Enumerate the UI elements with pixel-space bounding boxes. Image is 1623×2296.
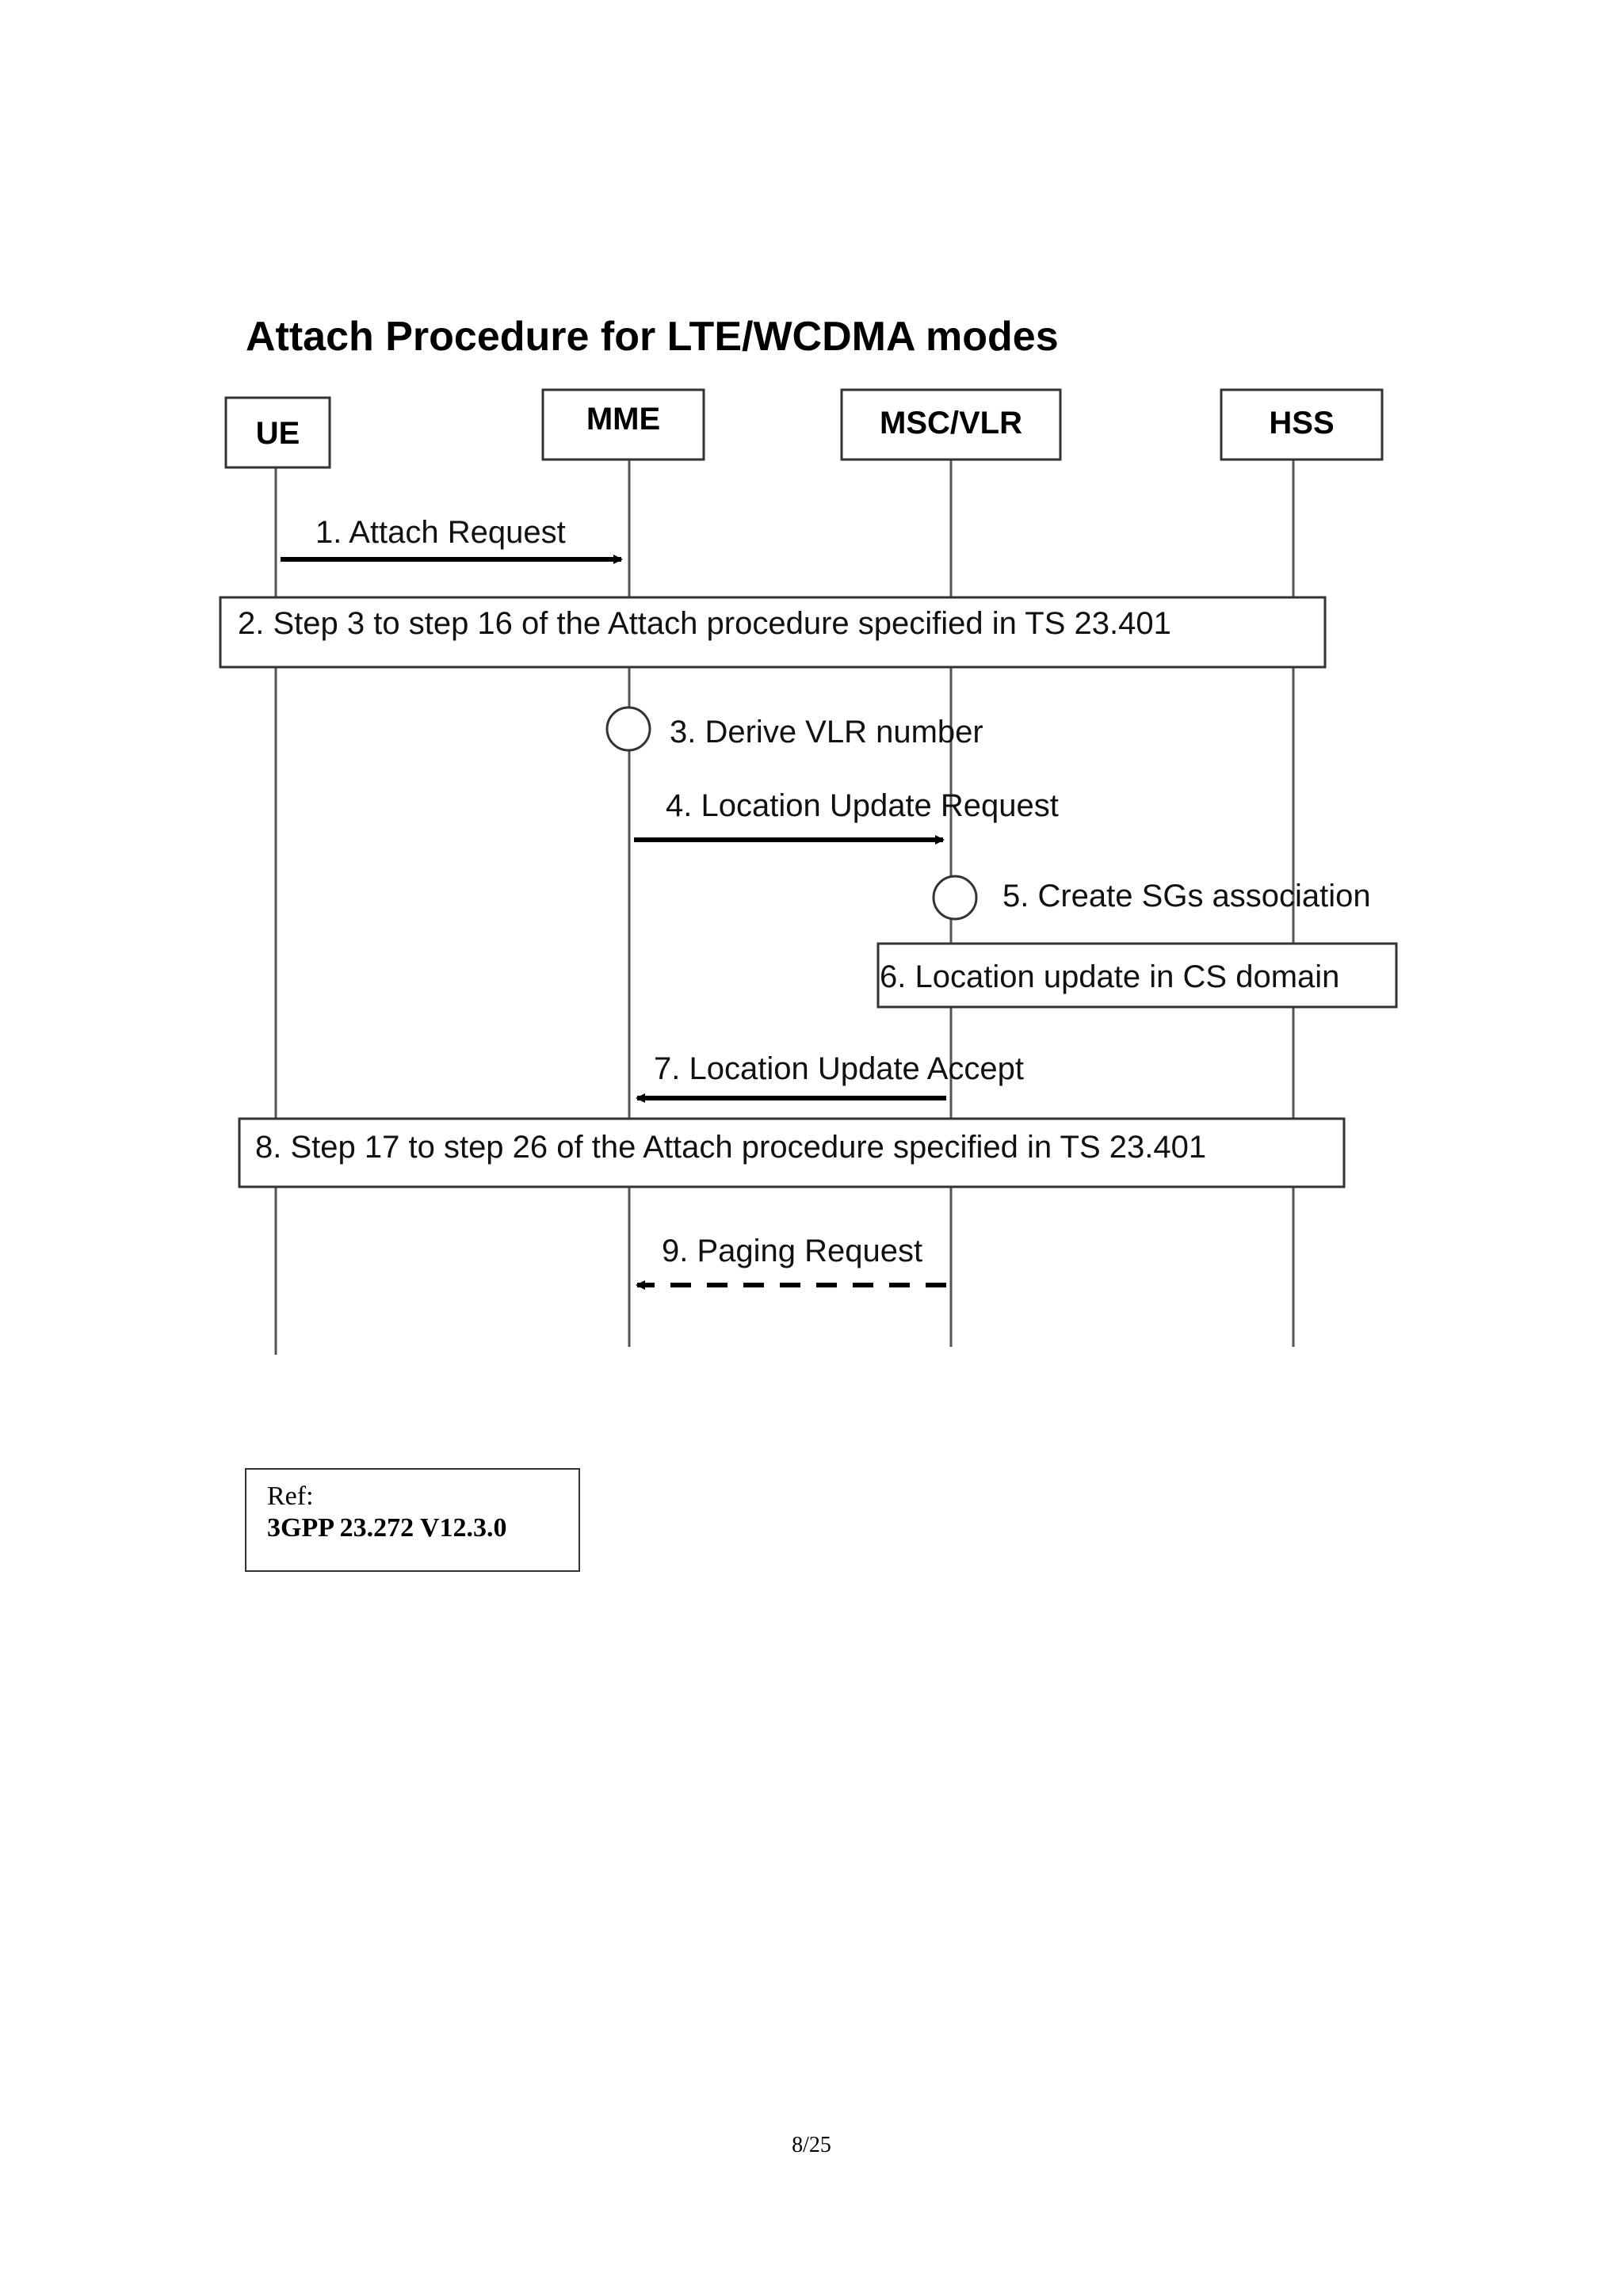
step-label-s3: 3. Derive VLR number xyxy=(670,715,983,749)
reference-box xyxy=(245,1468,580,1572)
reference-label: Ref: xyxy=(267,1482,314,1511)
entity-label-msc: MSC/VLR xyxy=(880,406,1022,441)
step-label-s8: 8. Step 17 to step 26 of the Attach procedure specified in TS 23.401 xyxy=(255,1130,1207,1165)
step-label-s5: 5. Create SGs association xyxy=(1002,879,1371,913)
entity-mme xyxy=(543,390,704,460)
diagram-title: Attach Procedure for LTE/WCDMA modes xyxy=(246,314,1059,360)
step-s9 xyxy=(637,1234,946,1285)
step-label-s4: 4. Location Update Request xyxy=(666,788,1059,823)
step-s7 xyxy=(637,1051,1024,1098)
step-label-s6: 6. Location update in CS domain xyxy=(880,959,1340,994)
entity-ue xyxy=(226,398,330,467)
entity-label-ue: UE xyxy=(255,416,300,451)
step-s1 xyxy=(281,515,621,559)
entity-label-hss: HSS xyxy=(1269,406,1335,441)
entity-label-mme: MME xyxy=(586,402,661,437)
page-number: 8/25 xyxy=(792,2133,831,2157)
reference-value: 3GPP 23.272 V12.3.0 xyxy=(267,1513,507,1543)
step-s4 xyxy=(634,788,1059,840)
step-label-s9: 9. Paging Request xyxy=(662,1234,923,1268)
step-label-s7: 7. Location Update Accept xyxy=(654,1051,1024,1086)
step-label-s2: 2. Step 3 to step 16 of the Attach procedure specified in TS 23.401 xyxy=(238,606,1171,641)
step-s8 xyxy=(239,1119,1344,1187)
local-action-circle-s5 xyxy=(934,876,976,919)
step-s6 xyxy=(878,944,1396,1007)
step-label-s1: 1. Attach Request xyxy=(315,515,566,550)
local-action-circle-s3 xyxy=(607,707,650,750)
entity-hss xyxy=(1221,390,1382,460)
step-s3 xyxy=(607,707,983,750)
step-s2 xyxy=(220,597,1325,667)
entity-msc xyxy=(842,390,1060,460)
step-s5 xyxy=(934,876,1371,919)
